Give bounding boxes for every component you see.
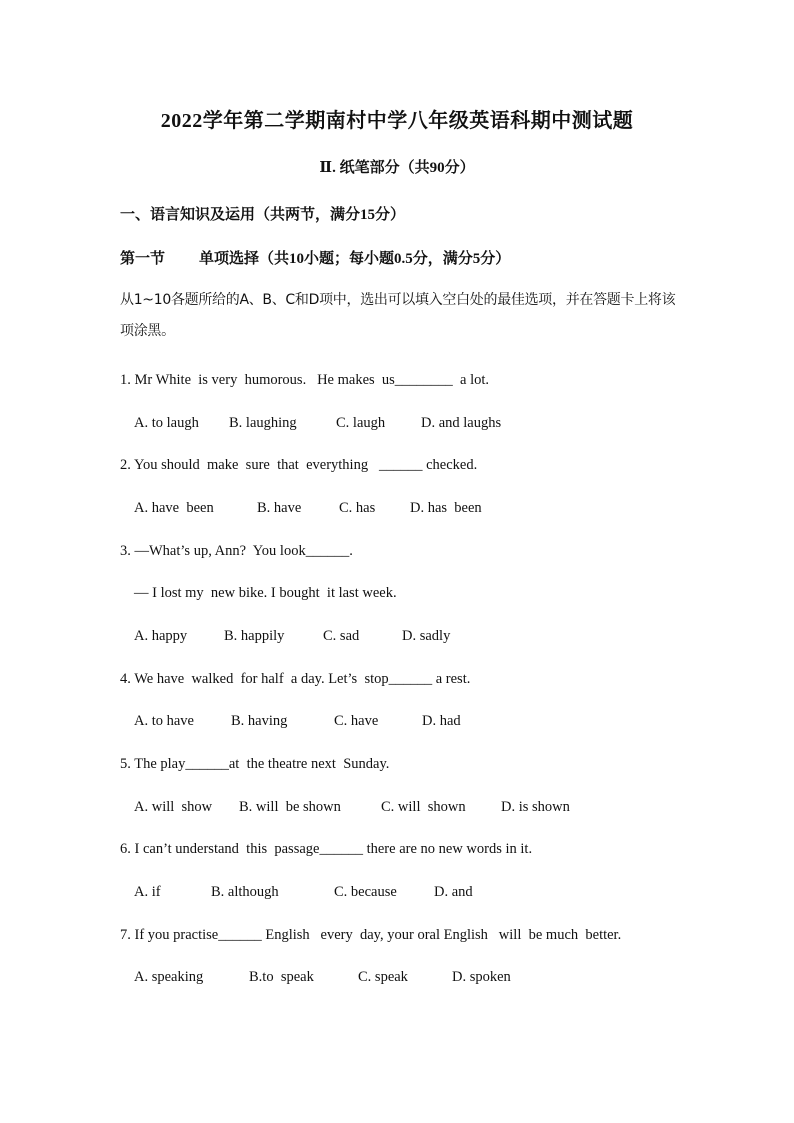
page-title: 2022学年第二学期南村中学八年级英语科期中测试题 <box>160 110 634 132</box>
option-d: D. and <box>434 884 473 900</box>
option-d: D. spoken <box>452 969 511 985</box>
option-c: C. laugh <box>336 415 386 431</box>
option-c: C. has <box>339 500 376 516</box>
question-4: 4. We have walked for half a day. Let’s stop______ a rest. <box>120 671 471 687</box>
option-b: B. although <box>211 884 279 900</box>
option-a: A. if <box>134 884 161 900</box>
option-a: A. speaking <box>134 969 204 985</box>
option-c: C. will shown <box>381 799 466 815</box>
question-3: 3. —What’s up, Ann? You look______. <box>120 543 353 559</box>
option-a: A. happy <box>134 628 188 644</box>
option-d: D. has been <box>410 500 482 516</box>
question-3-reply: — I lost my new bike. I bought it last week. <box>134 585 397 601</box>
page-subtitle: Ⅱ. 纸笔部分（共90分） <box>319 160 475 176</box>
option-a: A. have been <box>134 500 214 516</box>
part-heading <box>120 247 510 268</box>
option-d: D. and laughs <box>421 415 502 431</box>
option-b: B. having <box>231 713 288 729</box>
question-6: 6. I can’t understand this passage______ there are no new words in it. <box>120 841 533 857</box>
option-c: C. because <box>334 884 397 900</box>
option-b: B.to speak <box>249 969 314 985</box>
option-b: B. laughing <box>229 415 297 431</box>
option-a: A. to laugh <box>134 415 199 431</box>
question-5: 5. The play______at the theatre next Sunday. <box>120 756 390 772</box>
option-d: D. is shown <box>501 799 570 815</box>
option-a: A. will show <box>134 799 213 815</box>
question-2: 2. You should make sure that everything ______ checked. <box>120 457 478 473</box>
option-a: A. to have <box>134 713 194 729</box>
question-1: 1. Mr White is very humorous. He makes us________ a lot. <box>120 372 490 388</box>
option-c: C. sad <box>323 628 360 644</box>
part-label: 第一节 <box>120 251 166 267</box>
instructions: 从1~10各题所给的A、B、C和D项中，选出可以填入空白处的最佳选项，并在答题卡上将该项涂黑。 <box>120 292 676 339</box>
option-b: B. happily <box>224 628 285 644</box>
option-b: B. have <box>257 500 302 516</box>
option-d: D. had <box>422 713 461 729</box>
part-text: 单项选择（共10小题；每小题0.5分，满分5分） <box>199 251 511 267</box>
option-c: C. speak <box>358 969 408 985</box>
option-c: C. have <box>334 713 379 729</box>
section-heading: 一、语言知识及运用（共两节，满分15分） <box>120 207 406 223</box>
option-d: D. sadly <box>402 628 451 644</box>
option-b: B. will be shown <box>239 799 341 815</box>
question-7-options <box>134 969 511 1071</box>
question-7: 7. If you practise______ English every day, your oral English will be much better. <box>120 927 622 943</box>
